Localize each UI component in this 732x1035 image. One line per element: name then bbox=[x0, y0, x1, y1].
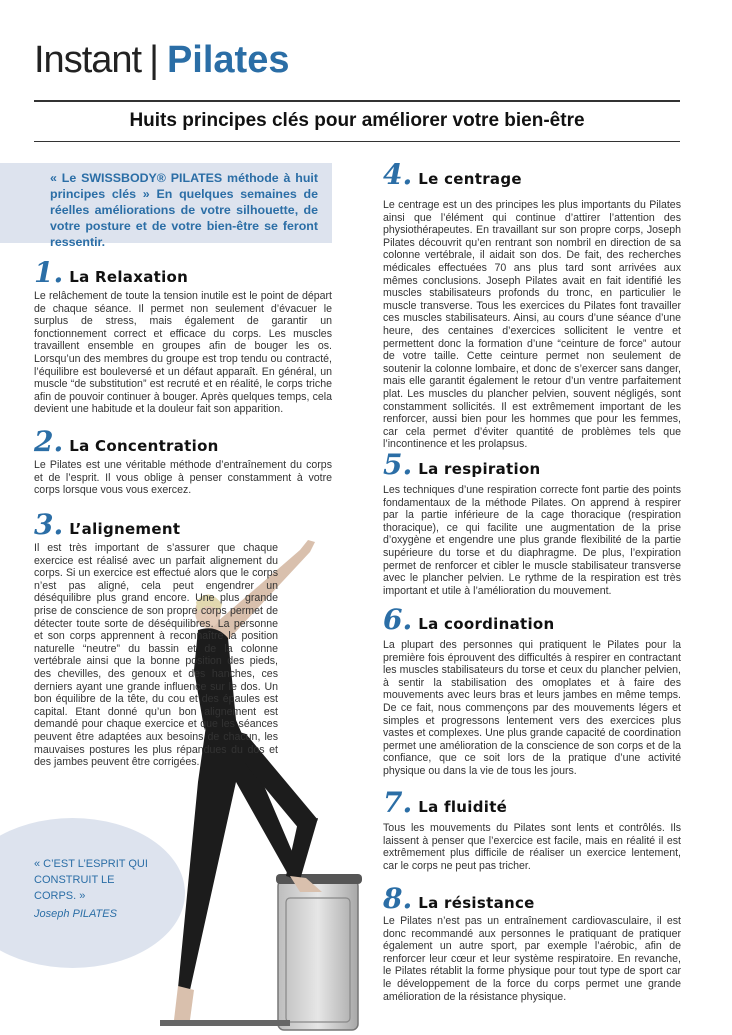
section-4-heading bbox=[383, 158, 522, 191]
section-8-title: La résistance bbox=[418, 894, 535, 912]
section-5-text: Les techniques d’une respiration correcte font partie des points fondamentaux de la méthode Pilates. On apprend à respirer par la partie inférieure de la cage thoracique (respiration thoracique), ce qui facilite une augmentation de la prise d’oxygène et engendre une plus grande flexibilité de la partie supérieure du torse et du diaphragme. De plus, l’expiration permet de renforcer et cibler le muscle stabilisateur transverse avec le plancher pelvien. Le rythme de la respiration est très important et utile à l’amélioration du mouvement. bbox=[383, 484, 681, 597]
section-4-title: Le centrage bbox=[418, 170, 522, 188]
section-2-text: Le Pilates est une véritable méthode d’entraînement du corps et de l’esprit. Il vous oblige à penser constamment à votre corps lorsque vous vous exercez. bbox=[34, 459, 332, 497]
top-rule bbox=[34, 100, 680, 102]
section-7-heading bbox=[383, 786, 507, 819]
subtitle-rule bbox=[34, 141, 680, 142]
section-3-number: 3. bbox=[34, 508, 64, 541]
section-6-title: La coordination bbox=[418, 615, 555, 633]
page-title bbox=[34, 36, 289, 84]
section-3-title: L’alignement bbox=[69, 520, 181, 538]
title-separator: | bbox=[149, 39, 159, 81]
section-8-number: 8. bbox=[383, 882, 413, 915]
section-8-text: Le Pilates n’est pas un entraînement cardiovasculaire, il est donc recommandé aux personnes le pratiquant de pratiquer également un autre sport, par exemple l’aérobic, afin de renforcer leur cœur et leur système respiratoire. En revanche, le Pilates rétablit la forme physique pour tout type de sport car le développement de la force du corps permet une grande amélioration de la résistance physique. bbox=[383, 915, 681, 1003]
section-6-number: 6. bbox=[383, 603, 413, 636]
section-5-heading bbox=[383, 448, 541, 481]
section-3-text: Il est très important de s’assurer que chaque exercice est réalisé avec un parfait alignement du corps. Si un exercice est effectué alors que le corps n’est pas aligné, cela peut engendrer un déséquilibre plus grand encore. Une plus grande prise de conscience de son propre corps permet de détecter toute sorte de déséquilibres. La personne et son corps apprennent à reconnaître la position naturelle “neutre” du bassin et de la colonne vertébrale ainsi que la bonne position des pieds, des chevilles, des genoux et des hanches, ces derniers ayant une grande influence sur le dos. Un bon équilibre de la tête, du cou et des épaules est capital. Etant donné qu’un bon alignement est demandé pour chaque exercice et que les séances peuvent être adaptées aux besoins de chacun, les mauvaises postures les plus répandues du dos et des jambes peuvent être corrigées. bbox=[34, 542, 278, 769]
section-2-title: La Concentration bbox=[69, 437, 219, 455]
section-4-text: Le centrage est un des principes les plus importants du Pilates ainsi que l’élément qui continue d’attirer l’attention des physiothérapeutes. En travaillant sur son propre corps, Joseph Pilates découvrit qu’en rentrant son nombril en direction de sa colonne vertébrale, il aidait son dos. De fait, des recherches médicales effectuées 70 ans plus tard sont arrivées aux mêmes conclusions. Joseph Pilates avait en fait identifié les muscles stabilisateurs profonds du tronc, en particulier le muscle transverse. Tous les exercices du Pilates font travailler ces muscles stabilisateurs. Ainsi, au cours d’une séance d’une heure, des centaines d’exercices sollicitent le ventre et permettent donc la formation d’une “ceinture de force” autour de votre taille. Cette ceinture permet non seulement de soutenir la colonne lombaire, et donc de s’exercer sans danger, mais elle garantit également le retour d’un ventre parfaitement plat. Les muscles du plancher pelvien, souvent négligés, sont constamment sollicités. Il est extrêmement important de les renforcer, aussi bien pour les hommes que pour les femmes, car cela permet d’éviter quantité de problèmes tels que l’incontinence et les prolapsus. bbox=[383, 199, 681, 451]
title-bold: Pilates bbox=[166, 39, 290, 81]
section-5-title: La respiration bbox=[418, 460, 541, 478]
section-6-heading bbox=[383, 603, 555, 636]
intro-quote: « Le SWISSBODY® PILATES méthode à huit principes clés » En quelques semaines de réelles améliorations de votre silhouette, de votre posture et de votre bien-être se feront ressentir. bbox=[50, 171, 318, 249]
section-3-heading bbox=[34, 508, 180, 541]
subtitle: Huits principes clés pour améliorer votre bien-être bbox=[129, 110, 585, 131]
section-5-number: 5. bbox=[383, 448, 413, 481]
section-7-text: Tous les mouvements du Pilates sont lents et contrôlés. Ils laissent à penser que l’exercice est facile, mais en réalité il est extrêmement plus difficile de réaliser un exercice lentement, car le corps ne peut pas tricher. bbox=[383, 822, 681, 872]
section-2-number: 2. bbox=[34, 425, 64, 458]
section-7-number: 7. bbox=[383, 786, 413, 819]
section-7-title: La fluidité bbox=[418, 798, 508, 816]
title-light: Instant bbox=[34, 39, 142, 81]
section-1-title: La Relaxation bbox=[69, 268, 189, 286]
section-4-number: 4. bbox=[383, 158, 413, 191]
section-8-heading bbox=[383, 882, 535, 915]
section-6-text: La plupart des personnes qui pratiquent le Pilates pour la première fois éprouvent des difficultés à respirer en contractant les muscles stabilisateurs du torse et ceux du plancher pelvien, à sentir la stabilisation des omoplates et à faire des mouvements avec leurs bras et leurs jambes en même temps. De ce fait, nous commençons par des mouvements légers et simples et progressons lentement vers des exercices plus vastes et complexes. Une plus grande capacité de coordination permet une amélioration de la conscience de son corps et de la confiance, que ce soit lors de la pratique d’une activité physique ou dans la vie de tous les jours. bbox=[383, 639, 681, 777]
side-quote: « C’EST L’ESPRIT QUI CONSTRUIT LE CORPS. » bbox=[34, 858, 148, 902]
section-1-number: 1. bbox=[34, 256, 64, 289]
section-1-heading bbox=[34, 256, 188, 289]
section-1-text: Le relâchement de toute la tension inutile est le point de départ de chaque séance. Il permet non seulement d’évacuer le surplus de stress, mais également de garantir un fonctionnement correct et efficace du corps. Les muscles travaillent ensemble en groupes afin de bouger les os. Lorsqu’un des membres du groupe est trop tendu ou contracté, l’équilibre est bouleversé et un défaut apparaît. En général, un muscle “de substitution” est recruté et en réalité, le corps triche afin de pouvoir continuer à bouger. Après quelques temps, cela devient une habitude et la douleur fait son apparition. bbox=[34, 290, 332, 416]
side-quote-author: Joseph PILATES bbox=[34, 908, 117, 920]
section-2-heading bbox=[34, 425, 219, 458]
